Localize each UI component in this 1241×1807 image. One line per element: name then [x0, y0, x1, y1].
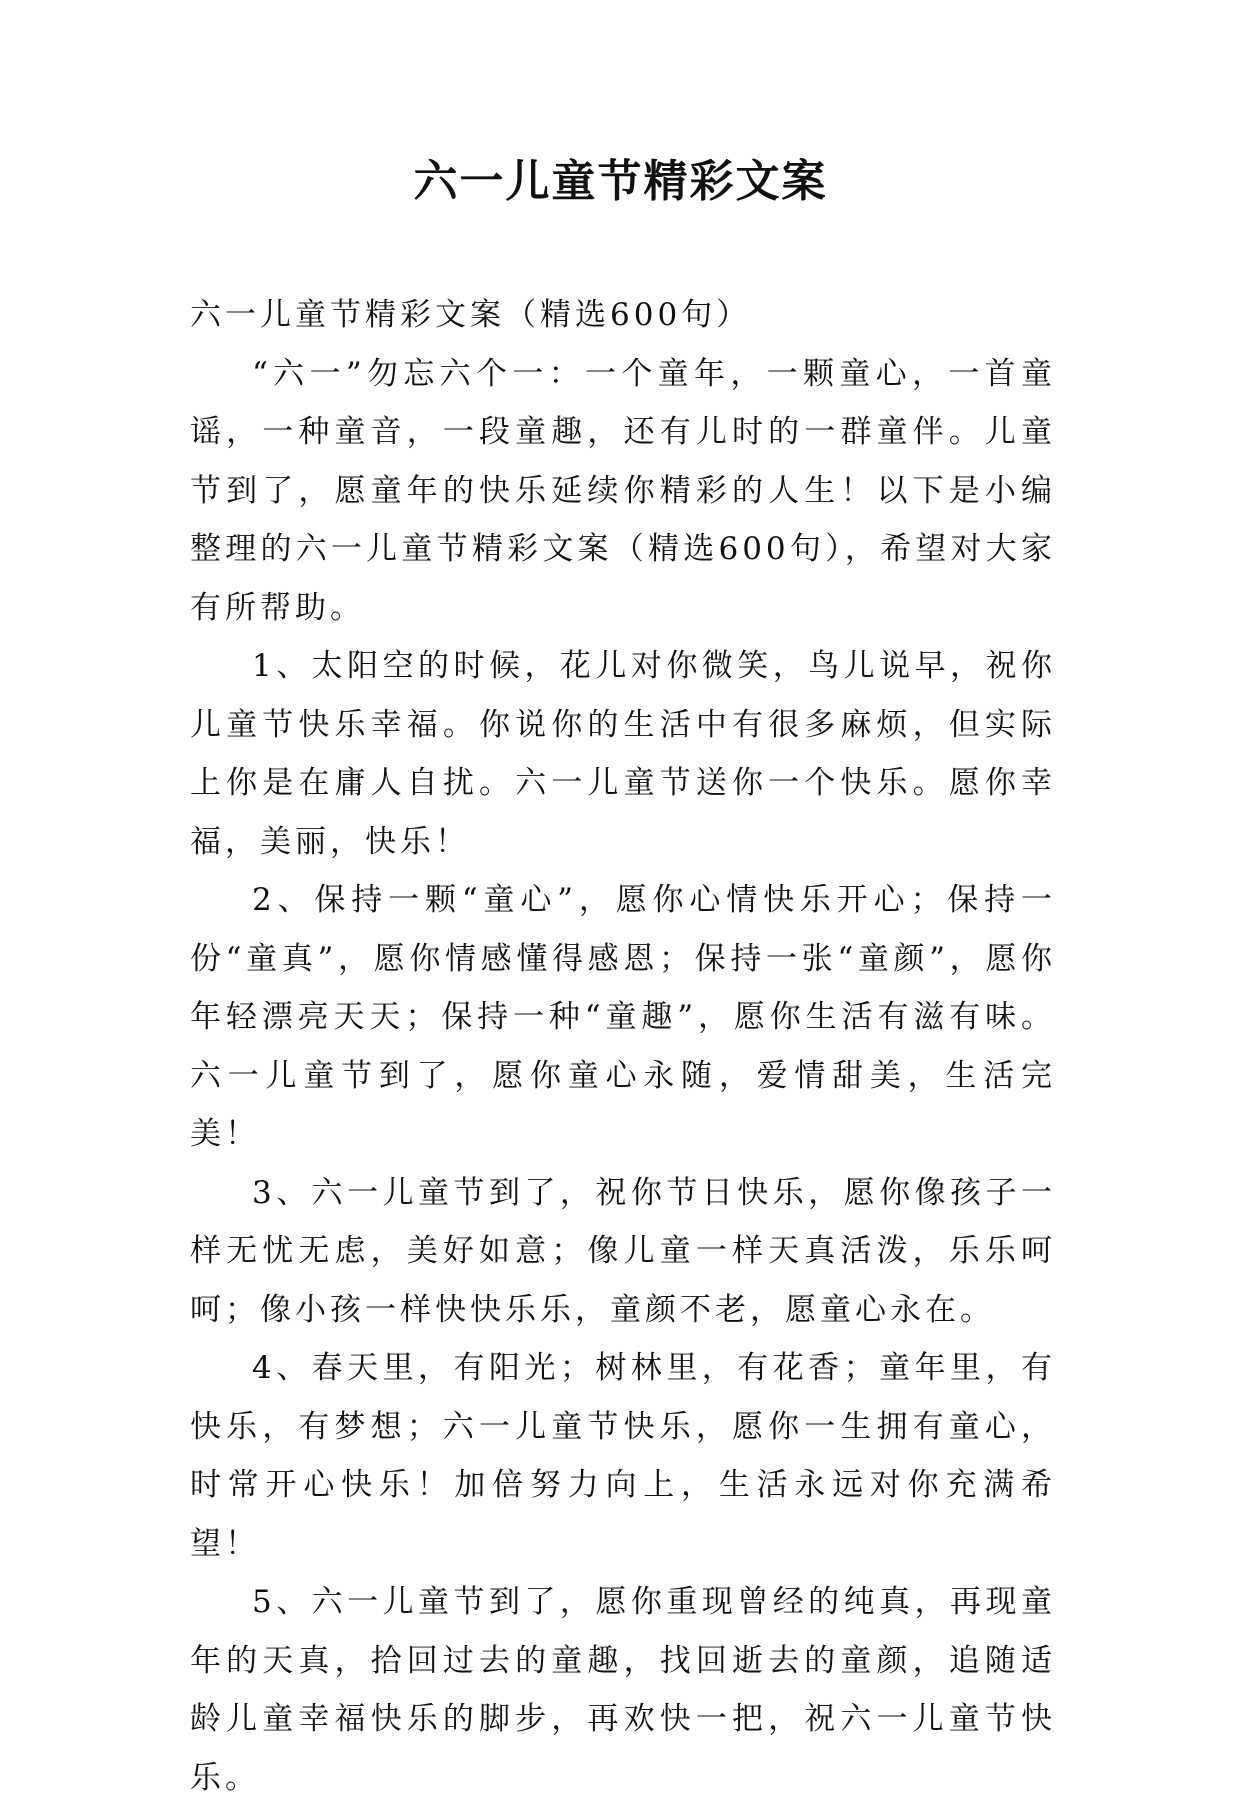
document-title: 六一儿童节精彩文案: [413, 156, 828, 207]
item-paragraph-2: 2、保持一颗“童心”，愿你心情快乐开心；保持一份“童真”，愿你情感懂得感恩；保持一张“童颜”，愿你年轻漂亮天天；保持一种“童趣”，愿你生活有滋有味。六一儿童节到了，愿你童心永随，爱情甜美，生活完美！: [190, 882, 1056, 1152]
intro-paragraph: “六一”勿忘六个一：一个童年，一颗童心，一首童谣，一种童音，一段童趣，还有儿时的一群童伴。儿童节到了，愿童年的快乐延续你精彩的人生！以下是小编整理的六一儿童节精彩文案（精选600句），希望对大家有所帮助。: [190, 355, 1056, 626]
item-paragraph-5: 5、六一儿童节到了，愿你重现曾经的纯真，再现童年的天真，拾回过去的童趣，找回逝去的童颜，追随适龄儿童幸福快乐的脚步，再欢快一把，祝六一儿童节快乐。: [190, 1584, 1056, 1796]
item-paragraph-3: 3、六一儿童节到了，祝你节日快乐，愿你像孩子一样无忧无虑，美好如意；像儿童一样天真活泼，乐乐呵呵；像小孩一样快快乐乐，童颜不老，愿童心永在。: [190, 1174, 1056, 1328]
item-paragraph-4: 4、春天里，有阳光；树林里，有花香；童年里，有快乐，有梦想；六一儿童节快乐，愿你一生拥有童心，时常开心快乐！加倍努力向上，生活永远对你充满希望！: [190, 1350, 1056, 1562]
document-subtitle: 六一儿童节精彩文案（精选600句）: [190, 297, 752, 333]
item-paragraph-1: 1、太阳空的时候，花儿对你微笑，鸟儿说早，祝你儿童节快乐幸福。你说你的生活中有很多麻烦，但实际上你是在庸人自扰。六一儿童节送你一个快乐。愿你幸福，美丽，快乐！: [190, 648, 1056, 860]
document-body: [190, 286, 1056, 1807]
